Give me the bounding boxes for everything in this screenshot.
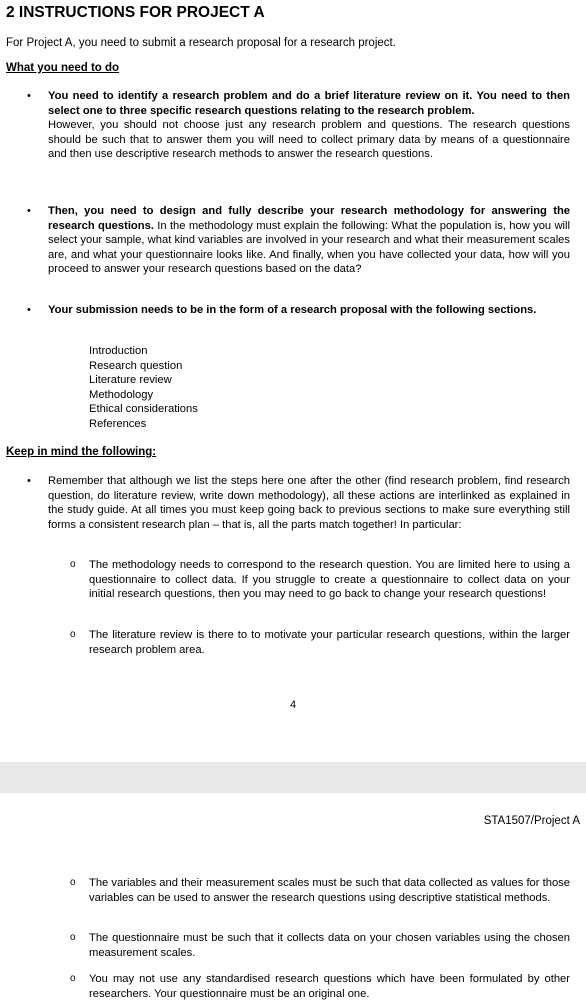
bullet-item: • Remember that although we list the steps here one after the other (find research problem, find research question, do literature review, write down methodology), all these actions are interlinked as explained in the study guide. At all times you must keep going back to previous sections to make sure everything still forms a consistent research plan – that is, all the parts match together! In particular: <box>27 475 570 531</box>
bullet-icon: • <box>27 475 31 487</box>
sub-list-item: o The variables and their measurement scales must be such that data collected as values for those variables can be used to answer the research questions using descriptive statistical methods. <box>70 877 570 904</box>
what-heading: What you need to do <box>6 62 120 74</box>
list-item: Introduction <box>89 345 148 357</box>
circle-bullet-icon: o <box>70 973 76 984</box>
bullet-item: • Your submission needs to be in the form of a research proposal with the following sections. <box>27 304 537 316</box>
list-item: References <box>89 417 147 430</box>
circle-bullet-icon: o <box>70 877 76 888</box>
bullet-icon: • <box>27 90 31 102</box>
sections-list <box>89 344 198 432</box>
document-page-2 <box>0 793 586 1005</box>
sub-list-item: o The literature review is there to to motivate your particular research questions, within the larger research problem area. <box>70 629 570 656</box>
list-item: Literature review <box>89 374 172 387</box>
keep-heading: Keep in mind the following: <box>6 446 157 458</box>
section-title: 2 INSTRUCTIONS FOR PROJECT A <box>6 4 265 21</box>
bullet-icon: • <box>27 205 31 217</box>
list-item: Methodology <box>89 388 154 401</box>
circle-bullet-icon: o <box>70 559 76 570</box>
sub-list-item: o The questionnaire must be such that it collects data on your chosen variables using the chosen measurement scales. <box>70 932 570 959</box>
running-header: STA1507/Project A <box>483 815 580 827</box>
sub-list-item: o You may not use any standardised research questions which have been formulated by other researchers. Your questionnaire must be an original one. <box>70 973 570 1000</box>
circle-bullet-icon: o <box>70 629 76 640</box>
list-item: Research question <box>89 359 183 372</box>
circle-bullet-icon: o <box>70 932 76 943</box>
list-item: Ethical considerations <box>89 403 198 416</box>
bullet-item: • You need to identify a research problem and do a brief literature review on it. You need to then select one to three specific research questions relating to the research problem. However, you should not choose just any research problem and questions. The research questions should be such that to answer them you will need to collect primary data by means of a questionnaire and then use descriptive research methods to answer the research questions. <box>27 90 570 161</box>
bullet-item: • Then, you need to design and fully describe your research methodology for answering the research questions. In the methodology must explain the following: What the population is, how you will select your sample, what kind variables are involved in your research and what their measurement scales are, and what your questionnaire looks like. And finally, when you have collected your data, how will you proceed to answer your research questions based on the data? <box>27 205 571 276</box>
page-number: 4 <box>289 699 297 711</box>
sub-list-item: o The methodology needs to correspond to the research question. You are limited here to using a questionnaire to collect data. If you struggle to create a questionnaire to collect data on your initial research questions, then you may need to go back to change your research questions! <box>70 559 570 601</box>
intro-paragraph: For Project A, you need to submit a research proposal for a research project. <box>6 37 396 49</box>
bullet-icon: • <box>27 304 31 316</box>
